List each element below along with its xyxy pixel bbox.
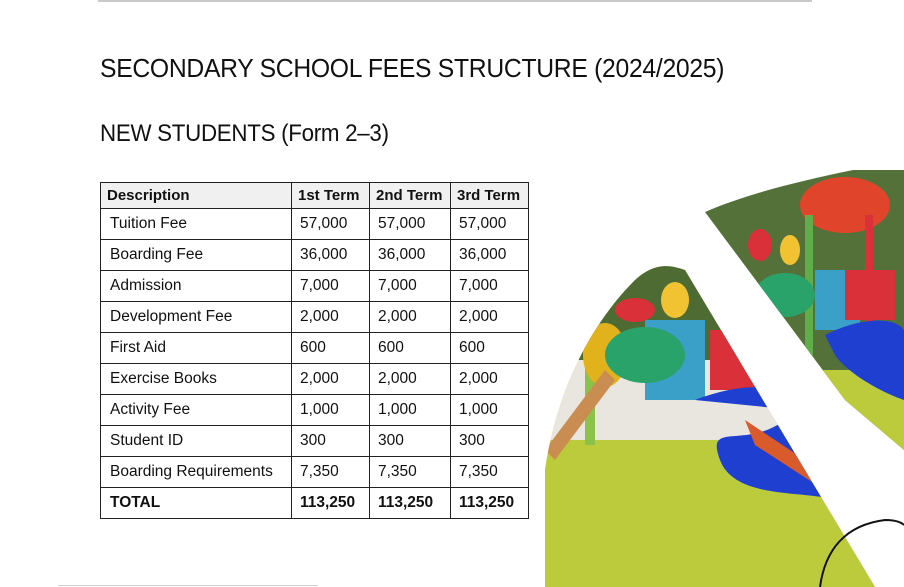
fee-term1: 7,000 — [292, 271, 370, 302]
fee-term2: 2,000 — [370, 302, 451, 333]
total-term2: 113,250 — [370, 488, 451, 519]
fee-term1: 300 — [292, 426, 370, 457]
fee-term3: 7,000 — [451, 271, 529, 302]
fee-description: First Aid — [101, 333, 292, 364]
table-row — [101, 240, 529, 271]
fee-description: Activity Fee — [101, 395, 292, 426]
fee-term1: 1,000 — [292, 395, 370, 426]
total-term1: 113,250 — [292, 488, 370, 519]
fee-description: Boarding Requirements — [101, 457, 292, 488]
header-term3: 3rd Term — [451, 183, 529, 209]
fee-term1: 57,000 — [292, 209, 370, 240]
section-title: NEW STUDENTS (Form 2–3) — [100, 120, 389, 147]
fee-term1: 2,000 — [292, 302, 370, 333]
fee-description: Development Fee — [101, 302, 292, 333]
fee-term3: 7,350 — [451, 457, 529, 488]
fee-term2: 7,350 — [370, 457, 451, 488]
fee-term2: 600 — [370, 333, 451, 364]
fee-term3: 36,000 — [451, 240, 529, 271]
header-term2: 2nd Term — [370, 183, 451, 209]
fee-description: Exercise Books — [101, 364, 292, 395]
fee-term3: 2,000 — [451, 364, 529, 395]
fee-term2: 57,000 — [370, 209, 451, 240]
fee-term3: 1,000 — [451, 395, 529, 426]
fee-term3: 600 — [451, 333, 529, 364]
fee-term1: 600 — [292, 333, 370, 364]
fee-term2: 300 — [370, 426, 451, 457]
table-row — [101, 271, 529, 302]
fees-table — [100, 182, 529, 519]
fee-term1: 2,000 — [292, 364, 370, 395]
fee-term2: 7,000 — [370, 271, 451, 302]
fee-term2: 1,000 — [370, 395, 451, 426]
fee-description: Admission — [101, 271, 292, 302]
table-row — [101, 395, 529, 426]
fee-description: Student ID — [101, 426, 292, 457]
fee-term1: 7,350 — [292, 457, 370, 488]
fee-term3: 300 — [451, 426, 529, 457]
table-row — [101, 302, 529, 333]
fee-description: Tuition Fee — [101, 209, 292, 240]
bottom-divider — [58, 585, 318, 586]
playground-photo — [545, 170, 904, 587]
total-label: TOTAL — [101, 488, 292, 519]
fee-term1: 36,000 — [292, 240, 370, 271]
header-description: Description — [101, 183, 292, 209]
table-row — [101, 457, 529, 488]
fee-term2: 36,000 — [370, 240, 451, 271]
fee-term3: 2,000 — [451, 302, 529, 333]
fee-description: Boarding Fee — [101, 240, 292, 271]
total-term3: 113,250 — [451, 488, 529, 519]
table-header-row — [101, 183, 529, 209]
table-row — [101, 364, 529, 395]
top-divider — [98, 0, 812, 2]
fee-term2: 2,000 — [370, 364, 451, 395]
total-row — [101, 488, 529, 519]
page-title: SECONDARY SCHOOL FEES STRUCTURE (2024/2025) — [100, 53, 725, 83]
fee-term3: 57,000 — [451, 209, 529, 240]
table-row — [101, 209, 529, 240]
table-row — [101, 426, 529, 457]
table-row — [101, 333, 529, 364]
header-term1: 1st Term — [292, 183, 370, 209]
